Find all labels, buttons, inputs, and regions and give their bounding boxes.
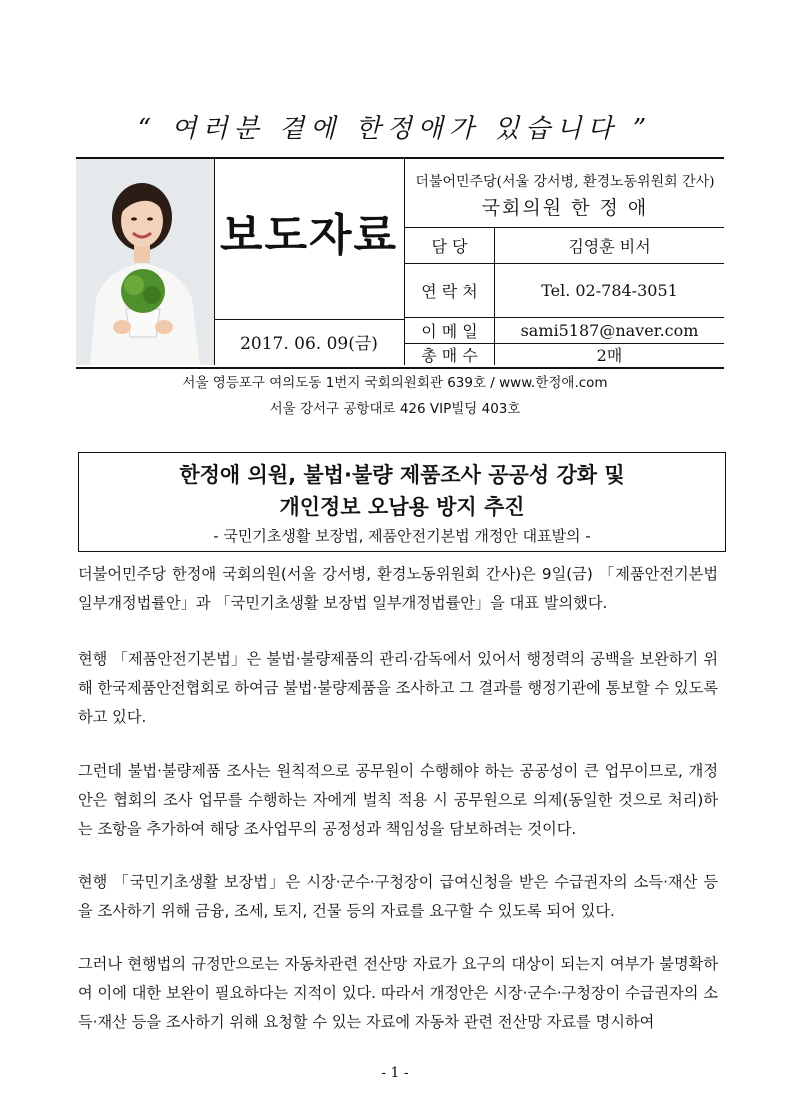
headline-line-1: 한정애 의원, 불법·불량 제품조사 공공성 강화 및 [179, 463, 625, 487]
contact-label-pages: 총 매 수 [421, 346, 478, 365]
body-paragraph: 현행 「국민기초생활 보장법」은 시장·군수·구청장이 급여신청을 받은 수급권자의 소득·재산 등을 조사하기 위해 금융, 조세, 토지, 건물 등의 자료를 요구할 수 있도록 되어 있다. [78, 873, 718, 920]
contact-label-phone: 연 락 처 [421, 282, 478, 301]
body-paragraph: 더불어민주당 한정애 국회의원(서울 강서병, 환경노동위원회 간사)은 9일(금) 「제품안전기본법 일부개정법률안」과 「국민기초생활 보장법 일부개정법률안」을 대표 발의했다. [78, 565, 718, 612]
headline-line-2: 개인정보 오남용 방지 추진 [279, 495, 525, 519]
contact-value-email[interactable]: sami5187@naver.com [520, 321, 699, 340]
body-paragraph: 그런데 불법·불량제품 조사는 원칙적으로 공무원이 수행해야 하는 공공성이 큰 업무이므로, 개정안은 협회의 조사 업무를 수행하는 자에게 벌칙 적용 시 공무원으로 의제(동일한 것으로 처리)하는 조항을 추가하여 해당 조사업무의 공정성과 책임성을 담보하려는 것이다. [78, 762, 718, 838]
press-release-header [76, 157, 724, 369]
page-number: - 1 - [381, 1065, 409, 1081]
headline-box [78, 452, 726, 552]
contact-value-pages: 2매 [596, 346, 623, 365]
office-address-line-1: 서울 영등포구 여의도동 1번지 국회의원회관 639호 / www.한정애.com [182, 375, 608, 391]
portrait-image [76, 159, 214, 365]
office-address-line-2: 서울 강서구 공항대로 426 VIP빌딩 403호 [269, 401, 521, 417]
slogan: “ 여러분 곁에 한정애가 있습니다 ” [137, 114, 653, 144]
body-paragraph: 그러나 현행법의 규정만으로는 자동차관련 전산망 자료가 요구의 대상이 되는지 여부가 불명확하여 이에 대한 보완이 필요하다는 지적이 있다. 따라서 개정안은 시장·군수·구청장이 수급권자의 소득·재산 등을 조사하기 위해 요청할 수 있는 자료에 자동차 관련 전산망 자료를 명시하여 [78, 955, 718, 1031]
contact-label-email: 이 메 일 [421, 322, 478, 341]
contact-value-phone: Tel. 02-784-3051 [541, 281, 678, 300]
party-affiliation: 더불어민주당(서울 강서병, 환경노동위원회 간사) [415, 174, 715, 190]
member-photo [76, 159, 214, 365]
headline-subtitle: - 국민기초생활 보장법, 제품안전기본법 개정안 대표발의 - [213, 527, 591, 545]
contact-label-staff: 담 당 [431, 237, 468, 256]
release-date: 2017. 06. 09(금) [240, 334, 378, 354]
contact-value-staff: 김영훈 비서 [568, 237, 651, 256]
press-release-title: 보도자료 [219, 210, 398, 261]
body-paragraph: 현행 「제품안전기본법」은 불법·불량제품의 관리·감독에서 있어서 행정력의 공백을 보완하기 위해 한국제품안전협회로 하여금 불법·불량제품을 조사하고 그 결과를 행정기관에 통보할 수 있도록 하고 있다. [78, 650, 718, 726]
member-name: 국회의원 한 정 애 [481, 197, 649, 219]
